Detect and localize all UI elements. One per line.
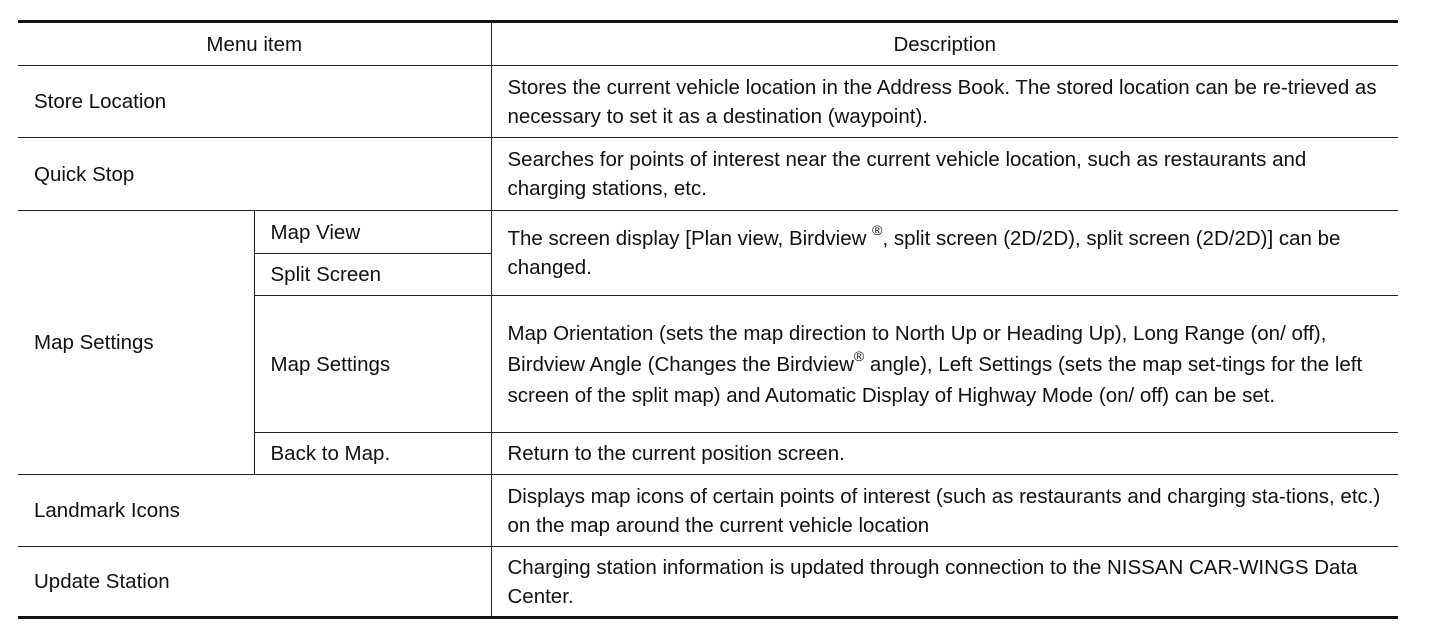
description-map-view-part1: The screen display [Plan view, Birdview xyxy=(507,227,873,250)
header-menu-item: Menu item xyxy=(18,22,491,66)
submenu-map-view: Map View xyxy=(254,211,491,254)
registered-mark: ® xyxy=(872,222,883,239)
header-row xyxy=(18,22,1398,66)
submenu-back-to-map: Back to Map. xyxy=(254,433,491,475)
menu-description-table xyxy=(18,20,1398,619)
table-row xyxy=(18,475,1398,547)
description-map-view xyxy=(491,211,1398,296)
menu-item-quick-stop: Quick Stop xyxy=(18,138,491,211)
table-row xyxy=(18,138,1398,211)
menu-item-map-settings: Map Settings xyxy=(18,211,254,475)
description-update-station: Charging station information is updated through connection to the NISSAN CAR-WINGS Data Center. xyxy=(491,547,1398,618)
table-row xyxy=(18,547,1398,618)
description-back-to-map: Return to the current position screen. xyxy=(491,433,1398,475)
description-landmark-icons: Displays map icons of certain points of interest (such as restaurants and charging sta-tions, etc.) on the map around the current vehicle location xyxy=(491,475,1398,547)
menu-item-store-location: Store Location xyxy=(18,66,491,138)
description-store-location: Stores the current vehicle location in the Address Book. The stored location can be re-trieved as necessary to set it as a destination (waypoint). xyxy=(491,66,1398,138)
header-description: Description xyxy=(491,22,1398,66)
description-map-settings-part2: angle), Left Settings (sets the map set-tings for the left screen of the split map) and Automatic Display of Highway Mode (on/ off) can be set. xyxy=(507,352,1363,407)
submenu-split-screen: Split Screen xyxy=(254,254,491,296)
description-quick-stop: Searches for points of interest near the current vehicle location, such as restaurants and charging stations, etc. xyxy=(491,138,1398,211)
table-row xyxy=(18,66,1398,138)
description-map-settings xyxy=(491,296,1398,433)
menu-item-update-station: Update Station xyxy=(18,547,491,618)
registered-mark: ® xyxy=(853,347,865,364)
description-map-settings-part1: Map Orientation (sets the map direction to North Up or Heading Up), Long Range (on/ off), Birdview Angle (Changes the Birdview xyxy=(507,321,1327,376)
table-row xyxy=(18,211,1398,254)
menu-table-container xyxy=(18,20,1398,619)
submenu-map-settings: Map Settings xyxy=(254,296,491,433)
description-map-view-part2: , split screen (2D/2D), split screen (2D/2D)] can be changed. xyxy=(507,227,1341,279)
menu-item-landmark-icons: Landmark Icons xyxy=(18,475,491,547)
